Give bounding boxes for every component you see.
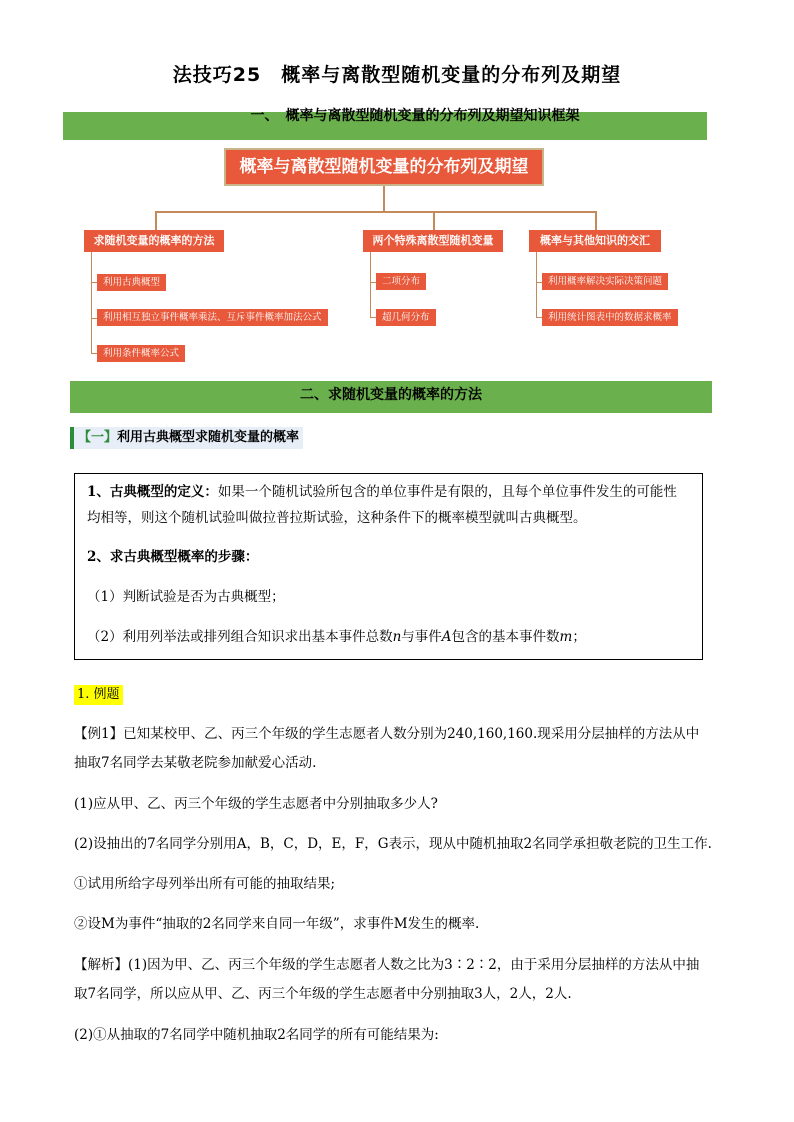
step-2-text: 包含的基本事件数 bbox=[451, 629, 560, 645]
mindmap-leaf: 利用统计图表中的数据求概率 bbox=[542, 309, 678, 326]
definition-text: 如果一个随机试验所包含的单位事件是有限的，且每个单位事件发生的可能性 bbox=[217, 484, 677, 500]
connector bbox=[383, 186, 385, 212]
connector bbox=[370, 252, 371, 318]
var-n: n bbox=[392, 629, 402, 645]
definition-box bbox=[74, 473, 703, 660]
mindmap-branch-2: 两个特殊离散型随机变量 bbox=[363, 230, 503, 252]
mindmap-branch-1: 求随机变量的概率的方法 bbox=[84, 230, 224, 252]
solution-line: 取7名同学，所以应从甲、乙、丙三个年级的学生志愿者中分别抽取3人，2人，2人. bbox=[74, 986, 572, 1002]
mindmap-leaf: 利用概率解决实际决策问题 bbox=[542, 273, 668, 290]
connector bbox=[155, 211, 595, 213]
connector bbox=[91, 252, 92, 354]
mindmap-leaf: 利用相互独立事件概率乘法、互斥事件概率加法公式 bbox=[97, 309, 328, 326]
definition-line-2: 均相等，则这个随机试验叫做拉普拉斯试验，这种条件下的概率模型就叫古典概型。 bbox=[87, 510, 587, 526]
section-bar-2: 二、求随机变量的概率的方法 bbox=[70, 381, 712, 413]
connector bbox=[595, 211, 597, 230]
example-tag: 1. 例题 bbox=[74, 685, 123, 705]
mindmap-branch-3: 概率与其他知识的交汇 bbox=[529, 230, 661, 252]
example-line: 【例1】已知某校甲、乙、丙三个年级的学生志愿者人数分别为240,160,160.现采用分层抽样的方法从中 bbox=[74, 726, 700, 742]
example-line: ①试用所给字母列举出所有可能的抽取结果; bbox=[74, 876, 336, 892]
mindmap-leaf: 超几何分布 bbox=[376, 309, 436, 326]
var-m: m bbox=[559, 629, 573, 645]
connector bbox=[536, 252, 537, 318]
definition-line-1 bbox=[87, 482, 692, 502]
solution-line: (2)①从抽取的7名同学中随机抽取2名同学的所有可能结果为: bbox=[74, 1027, 439, 1043]
step-2-text: ； bbox=[572, 629, 586, 645]
mindmap-leaf: 利用古典概型 bbox=[97, 274, 166, 291]
example-line: (2)设抽出的7名同学分别用A，B，C，D，E，F，G表示，现从中随机抽取2名同学承担敬老院的卫生工作. bbox=[74, 836, 712, 852]
example-line: ②设M为事件“抽取的2名同学来自同一年级”，求事件M发生的概率. bbox=[74, 916, 480, 932]
steps-heading: 2、求古典概型概率的步骤： bbox=[87, 549, 259, 565]
connector bbox=[433, 211, 435, 230]
connector bbox=[155, 211, 157, 230]
solution-line: 【解析】(1)因为甲、乙、丙三个年级的学生志愿者人数之比为3∶2∶2，由于采用分层抽样的方法从中抽 bbox=[74, 957, 700, 973]
mindmap-leaf: 二项分布 bbox=[376, 273, 426, 290]
section-bar-1 bbox=[63, 108, 707, 140]
subsection-heading bbox=[70, 427, 303, 449]
section-1-heading: 一、 概率与离散型随机变量的分布列及期望知识框架 bbox=[250, 108, 580, 124]
example-line: 抽取7名同学去某敬老院参加献爱心活动. bbox=[74, 755, 317, 771]
subsection-bracket: 【一】 bbox=[78, 430, 118, 445]
definition-heading: 1、古典概型的定义： bbox=[87, 484, 218, 500]
step-2-text: 与事件 bbox=[401, 629, 442, 645]
step-1: （1）判断试验是否为古典概型； bbox=[87, 589, 285, 605]
var-A: A bbox=[441, 629, 452, 645]
subsection-text: 利用古典概型求随机变量的概率 bbox=[117, 430, 300, 445]
mindmap-leaf: 利用条件概率公式 bbox=[97, 345, 185, 362]
step-2-text: （2）利用列举法或排列组合知识求出基本事件总数 bbox=[87, 629, 393, 645]
example-line: (1)应从甲、乙、丙三个年级的学生志愿者中分别抽取多少人? bbox=[74, 796, 438, 812]
step-2 bbox=[87, 627, 697, 647]
mindmap-root: 概率与离散型随机变量的分布列及期望 bbox=[224, 148, 544, 186]
page-title: 法技巧25 概率与离散型随机变量的分布列及期望 bbox=[172, 64, 622, 86]
